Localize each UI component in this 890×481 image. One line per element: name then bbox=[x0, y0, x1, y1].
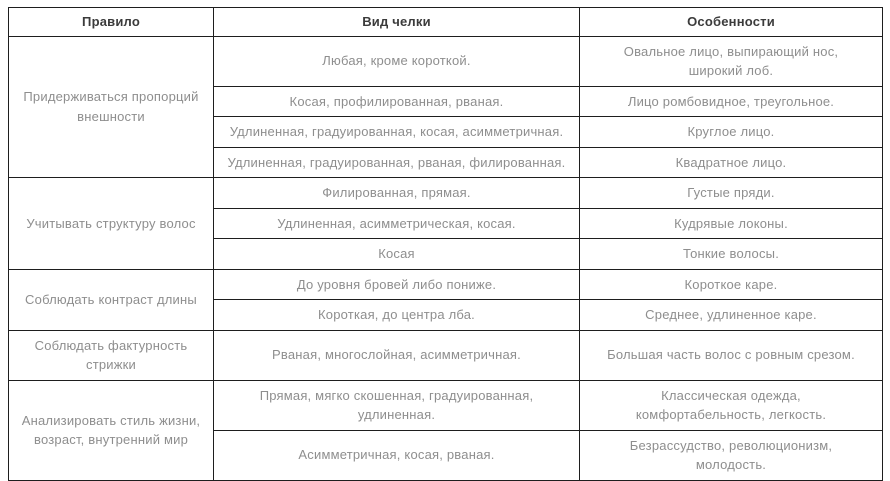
bang-type-cell: Прямая, мягко скошенная, градуированная, удлиненная. bbox=[214, 380, 580, 430]
bang-type-cell: Косая, профилированная, рваная. bbox=[214, 86, 580, 117]
column-header-features: Особенности bbox=[580, 8, 883, 37]
rule-cell: Придерживаться пропорций внешности bbox=[9, 36, 214, 178]
features-cell: Безрассудство, революционизм, молодость. bbox=[580, 430, 883, 480]
bang-type-cell: Удлиненная, градуированная, рваная, филированная. bbox=[214, 147, 580, 178]
features-cell: Среднее, удлиненное каре. bbox=[580, 300, 883, 331]
features-cell: Классическая одежда, комфортабельность, легкость. bbox=[580, 380, 883, 430]
column-header-rule: Правило bbox=[9, 8, 214, 37]
table-row bbox=[9, 178, 883, 209]
table-row bbox=[9, 269, 883, 300]
bang-type-cell: Любая, кроме короткой. bbox=[214, 36, 580, 86]
header-row bbox=[9, 8, 883, 37]
features-cell: Густые пряди. bbox=[580, 178, 883, 209]
bang-type-cell: Косая bbox=[214, 239, 580, 270]
features-cell: Тонкие волосы. bbox=[580, 239, 883, 270]
table-row bbox=[9, 36, 883, 86]
bang-type-cell: До уровня бровей либо пониже. bbox=[214, 269, 580, 300]
bang-type-cell: Короткая, до центра лба. bbox=[214, 300, 580, 331]
features-cell: Короткое каре. bbox=[580, 269, 883, 300]
bang-type-cell: Асимметричная, косая, рваная. bbox=[214, 430, 580, 480]
features-cell: Кудрявые локоны. bbox=[580, 208, 883, 239]
rule-cell: Анализировать стиль жизни, возраст, внутренний мир bbox=[9, 380, 214, 480]
bang-type-cell: Филированная, прямая. bbox=[214, 178, 580, 209]
features-cell: Круглое лицо. bbox=[580, 117, 883, 148]
table-row bbox=[9, 330, 883, 380]
bangs-rules-table bbox=[8, 7, 883, 481]
features-cell: Лицо ромбовидное, треугольное. bbox=[580, 86, 883, 117]
bang-type-cell: Удлиненная, градуированная, косая, асимметричная. bbox=[214, 117, 580, 148]
table-header bbox=[9, 8, 883, 37]
table-body bbox=[9, 36, 883, 480]
rule-cell: Учитывать структуру волос bbox=[9, 178, 214, 270]
table-row bbox=[9, 380, 883, 430]
bang-type-cell: Удлиненная, асимметрическая, косая. bbox=[214, 208, 580, 239]
bang-type-cell: Рваная, многослойная, асимметричная. bbox=[214, 330, 580, 380]
features-cell: Овальное лицо, выпирающий нос, широкий лоб. bbox=[580, 36, 883, 86]
features-cell: Большая часть волос с ровным срезом. bbox=[580, 330, 883, 380]
rule-cell: Соблюдать фактурность стрижки bbox=[9, 330, 214, 380]
features-cell: Квадратное лицо. bbox=[580, 147, 883, 178]
column-header-bang-type: Вид челки bbox=[214, 8, 580, 37]
rule-cell: Соблюдать контраст длины bbox=[9, 269, 214, 330]
